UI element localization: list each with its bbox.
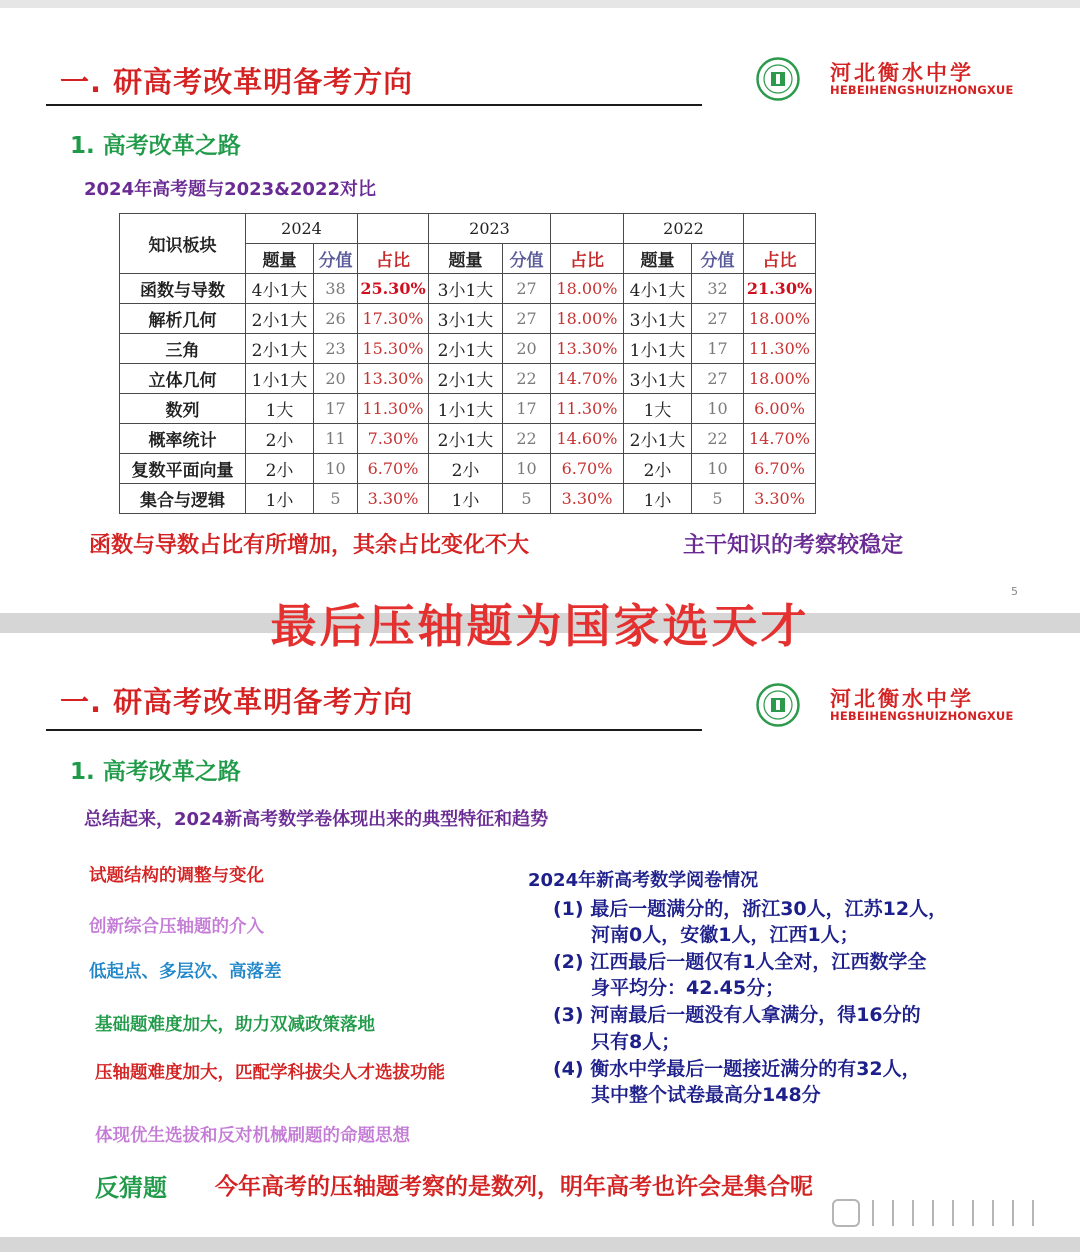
topic-cell: 数列 (120, 394, 246, 424)
feature-item: 基础题难度加大，助力双减政策落地 (95, 1015, 375, 1035)
count-cell: 2小1大 (246, 334, 314, 364)
share-cell: 18.00% (551, 304, 624, 334)
bottom-strip (0, 1237, 1080, 1252)
feature-item: 创新综合压轴题的介入 (89, 917, 264, 937)
points-cell: 22 (692, 424, 744, 454)
count-cell: 1大 (624, 394, 692, 424)
share-cell: 13.30% (358, 364, 429, 394)
table-caption: 2024年高考题与2023&2022对比 (84, 179, 376, 200)
share-cell: 6.00% (744, 394, 816, 424)
summary-line: 总结起来，2024新高考数学卷体现出来的典型特征和趋势 (84, 809, 549, 830)
feature-item: 压轴题难度加大，匹配学科拔尖人才选拔功能 (95, 1063, 445, 1083)
share-cell: 3.30% (551, 484, 624, 514)
logo-cn: 河北衡水中学 (830, 61, 974, 85)
stats-title: 2024年新高考数学阅卷情况 (528, 870, 759, 891)
points-cell: 17 (692, 334, 744, 364)
share-cell: 3.30% (744, 484, 816, 514)
topic-cell: 立体几何 (120, 364, 246, 394)
points-cell: 26 (314, 304, 358, 334)
share-cell: 25.30% (358, 274, 429, 304)
school-seal-icon (756, 57, 800, 101)
count-cell: 1小 (246, 484, 314, 514)
count-cell: 2小 (246, 424, 314, 454)
count-cell: 1小 (624, 484, 692, 514)
points-cell: 27 (503, 274, 551, 304)
page-title-2: 一. 研高考改革明备考方向 (60, 685, 414, 719)
count-cell: 2小 (429, 454, 503, 484)
title-rule (46, 104, 702, 106)
header-share: 占比 (744, 244, 816, 274)
count-cell: 1小1大 (624, 334, 692, 364)
share-cell: 18.00% (551, 274, 624, 304)
count-cell: 3小1大 (429, 304, 503, 334)
stats-line: 身平均分：42.45分； (591, 977, 785, 999)
watermark-box-icon (832, 1199, 860, 1227)
count-cell: 1小1大 (429, 394, 503, 424)
points-cell: 20 (503, 334, 551, 364)
table-row (120, 334, 816, 364)
share-cell: 14.60% (551, 424, 624, 454)
logo-cn: 河北衡水中学 (830, 687, 974, 711)
topic-cell: 解析几何 (120, 304, 246, 334)
header-points: 分值 (314, 244, 358, 274)
header-points: 分值 (692, 244, 744, 274)
points-cell: 10 (314, 454, 358, 484)
logo-en: HEBEIHENGSHUIZHONGXUE (830, 709, 1014, 723)
points-cell: 32 (692, 274, 744, 304)
stats-line: (3) 河南最后一题没有人拿满分，得16分的 (553, 1004, 921, 1026)
share-cell: 11.30% (551, 394, 624, 424)
count-cell: 3小1大 (429, 274, 503, 304)
reverse-guess-label: 反猜题 (95, 1174, 167, 1202)
count-cell: 1小 (429, 484, 503, 514)
count-cell: 2小1大 (246, 304, 314, 334)
header-year-2024: 2024 (246, 214, 358, 244)
note-purple: 主干知识的考察较稳定 (683, 533, 904, 558)
watermark-bar (872, 1200, 874, 1226)
section-subtitle-2: 1. 高考改革之路 (70, 759, 241, 785)
header-share: 占比 (358, 244, 429, 274)
stats-line: 只有8人； (591, 1031, 681, 1053)
slide-1 (0, 8, 1080, 613)
points-cell: 5 (314, 484, 358, 514)
school-logo (756, 57, 1026, 101)
title-rule-2 (46, 729, 702, 731)
feature-item: 低起点、多层次、高落差 (89, 962, 282, 982)
feature-item: 试题结构的调整与变化 (89, 866, 264, 886)
watermark-bar (992, 1200, 994, 1226)
stats-line: (1) 最后一题满分的，浙江30人，江苏12人， (553, 898, 948, 920)
share-cell: 21.30% (744, 274, 816, 304)
watermark-bar (1012, 1200, 1014, 1226)
points-cell: 38 (314, 274, 358, 304)
watermark-logo (832, 1196, 1064, 1232)
watermark-bar (1032, 1200, 1034, 1226)
watermark-bar (972, 1200, 974, 1226)
stats-line: (2) 江西最后一题仅有1人全对，江西数学全 (553, 951, 927, 973)
points-cell: 5 (503, 484, 551, 514)
points-cell: 10 (692, 454, 744, 484)
points-cell: 11 (314, 424, 358, 454)
share-cell: 13.30% (551, 334, 624, 364)
overlay-headline: 最后压轴题为国家选天才 (270, 599, 810, 653)
section-subtitle: 1. 高考改革之路 (70, 133, 241, 159)
count-cell: 4小1大 (624, 274, 692, 304)
topic-cell: 概率统计 (120, 424, 246, 454)
count-cell: 2小1大 (429, 364, 503, 394)
points-cell: 17 (503, 394, 551, 424)
logo-en: HEBEIHENGSHUIZHONGXUE (830, 83, 1014, 97)
stats-line: 河南0人，安徽1人，江西1人； (591, 924, 859, 946)
header-blank (551, 214, 624, 244)
count-cell: 4小1大 (246, 274, 314, 304)
table-row (120, 364, 816, 394)
points-cell: 10 (692, 394, 744, 424)
topic-cell: 三角 (120, 334, 246, 364)
points-cell: 22 (503, 364, 551, 394)
count-cell: 1小1大 (246, 364, 314, 394)
points-cell: 27 (503, 304, 551, 334)
header-topic: 知识板块 (120, 214, 246, 274)
topic-cell: 函数与导数 (120, 274, 246, 304)
share-cell: 6.70% (551, 454, 624, 484)
topic-cell: 复数平面向量 (120, 454, 246, 484)
comparison-table (119, 213, 816, 514)
page-title: 一. 研高考改革明备考方向 (60, 65, 414, 99)
watermark-bar (952, 1200, 954, 1226)
table-header-row-years (120, 214, 816, 244)
points-cell: 5 (692, 484, 744, 514)
header-count: 题量 (429, 244, 503, 274)
table-body (120, 274, 816, 514)
table-row (120, 424, 816, 454)
header-share: 占比 (551, 244, 624, 274)
share-cell: 17.30% (358, 304, 429, 334)
table-row (120, 454, 816, 484)
share-cell: 6.70% (358, 454, 429, 484)
topic-cell: 集合与逻辑 (120, 484, 246, 514)
share-cell: 18.00% (744, 304, 816, 334)
points-cell: 27 (692, 304, 744, 334)
stats-line: 其中整个试卷最高分148分 (591, 1084, 821, 1106)
reverse-guess-text: 今年高考的压轴题考察的是数列，明年高考也许会是集合呢 (215, 1174, 813, 1200)
count-cell: 2小 (624, 454, 692, 484)
school-logo-2 (756, 683, 1026, 727)
count-cell: 2小1大 (429, 334, 503, 364)
count-cell: 2小1大 (429, 424, 503, 454)
watermark-bar (912, 1200, 914, 1226)
header-blank (358, 214, 429, 244)
header-count: 题量 (246, 244, 314, 274)
points-cell: 27 (692, 364, 744, 394)
share-cell: 18.00% (744, 364, 816, 394)
share-cell: 14.70% (551, 364, 624, 394)
points-cell: 23 (314, 334, 358, 364)
header-count: 题量 (624, 244, 692, 274)
page-number: 5 (1011, 585, 1018, 598)
note-red: 函数与导数占比有所增加，其余占比变化不大 (89, 533, 530, 558)
header-points: 分值 (503, 244, 551, 274)
points-cell: 22 (503, 424, 551, 454)
stats-line: (4) 衡水中学最后一题接近满分的有32人， (553, 1058, 921, 1080)
school-seal-icon (756, 683, 800, 727)
table-row (120, 394, 816, 424)
table-row (120, 484, 816, 514)
table-row (120, 274, 816, 304)
table-row (120, 304, 816, 334)
header-year-2022: 2022 (624, 214, 744, 244)
watermark-bar (892, 1200, 894, 1226)
feature-item: 体现优生选拔和反对机械刷题的命题思想 (95, 1126, 410, 1146)
share-cell: 7.30% (358, 424, 429, 454)
header-blank (744, 214, 816, 244)
count-cell: 3小1大 (624, 364, 692, 394)
count-cell: 1大 (246, 394, 314, 424)
share-cell: 3.30% (358, 484, 429, 514)
count-cell: 2小1大 (624, 424, 692, 454)
watermark-bar (932, 1200, 934, 1226)
share-cell: 11.30% (744, 334, 816, 364)
points-cell: 20 (314, 364, 358, 394)
points-cell: 10 (503, 454, 551, 484)
share-cell: 14.70% (744, 424, 816, 454)
header-year-2023: 2023 (429, 214, 551, 244)
share-cell: 15.30% (358, 334, 429, 364)
count-cell: 3小1大 (624, 304, 692, 334)
count-cell: 2小 (246, 454, 314, 484)
share-cell: 6.70% (744, 454, 816, 484)
share-cell: 11.30% (358, 394, 429, 424)
points-cell: 17 (314, 394, 358, 424)
